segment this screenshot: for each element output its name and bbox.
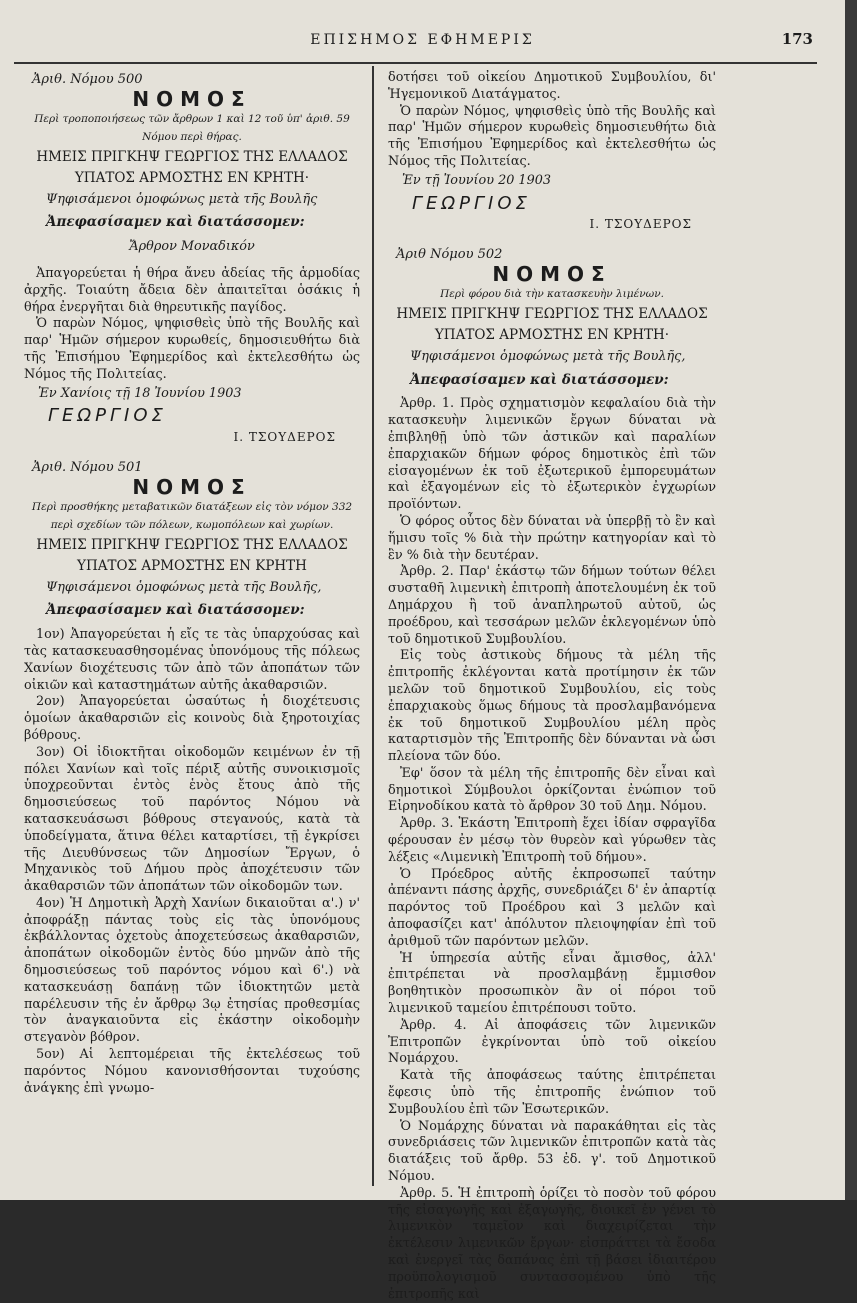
law-500-preamble-1: ΗΜΕΙΣ ΠΡΙΓΚΗΨ ΓΕΩΡΓΙΟΣ ΤΗΣ ΕΛΛΑΔΟΣ	[36, 148, 348, 165]
page-header	[0, 26, 845, 52]
law-501-subtitle-1: Περὶ προσθήκης μεταβατικῶν διατάξεων εἰς τὸν νόμον 332	[31, 500, 353, 513]
header-rule	[14, 62, 817, 64]
law-501-item-4: 4ον) Ἡ Δημοτικὴ Ἀρχὴ Χανίων δικαιοῦται α'.) ν' ἀποφράξῃ πάντας τοὺς εἰς τὰς ὑπονόμους ἐκβάλλοντας ὀχετοὺς ἀποχετεύσεως ἀκαθαρσιῶν, ἀποπάτων οἰκοδομῶν ἐντὸς δύο μηνῶν ἀπὸ τῆς δημοσιεύσεως τοῦ παρόντος νόμου καὶ 6'.) νὰ κατασκευάσῃ δαπάνῃ τῶν ἰδιοκτητῶν μετὰ παρέλευσιν τῆς ἐν ἄρθρῳ 3ῳ ἐτησίας προθεσμίας τὸν ἀναγκαιοῦντα εἰς ἑκάστην οἰκοδομὴν στεγανὸν βόθρον.	[24, 895, 360, 1046]
law-502-paragraph-9: Ἀρθρ. 4. Αἱ ἀποφάσεις τῶν λιμενικῶν Ἐπιτροπῶν ἐγκρίνονται ὑπὸ τοῦ οἰκείου Νομάρχου.	[388, 1017, 716, 1067]
law-501-number: Ἀριθ. Νόμου 501	[32, 459, 143, 475]
law-502-number: Ἀριθ Νόμου 502	[396, 247, 503, 263]
law-501-continuation: δοτήσει τοῦ οἰκείου Δημοτικοῦ Συμβουλίου, δι' Ἡγεμονικοῦ Διατάγματος.	[388, 70, 716, 102]
law-501-signature-minister: Ι. ΤΣΟΥΔΕΡΟΣ	[589, 217, 692, 232]
law-501-date: Ἐν τῇ Ἰουνίου 20 1903	[402, 172, 551, 188]
page-edge	[845, 0, 857, 1200]
law-501-item-5: 5ον) Αἱ λεπτομέρειαι τῆς ἐκτελέσεως τοῦ παρόντος Νόμου κανονισθήσονται τυχούσης ἀνάγκης ἐπὶ γνωμο-	[24, 1047, 360, 1096]
law-502-paragraph-4: Εἰς τοὺς ἀστικοὺς δήμους τὰ μέλη τῆς ἐπιτροπῆς ἐκλέγονται κατὰ προτίμησιν ἐκ τῶν μελῶν τοῦ δημοτικοῦ Συμβουλίου, εἰς τοὺς ἐπαρχιακοὺς ὅμως δήμους τὰ προσλαμβανόμενα ἐκ τοῦ δημοτικοῦ Συμβουλίου μέλη πρὸς καταρτισμὸν τῆς Ἐπιτροπῆς δὲν δύνανται νὰ ὦσι πλείονα τῶν δύο.	[388, 648, 716, 765]
law-500-decree-clause: Ἀπεφασίσαμεν καὶ διατάσσομεν:	[46, 214, 305, 231]
law-500-paragraph-2: Ὁ παρὼν Νόμος, ψηφισθεὶς ὑπὸ τῆς Βουλῆς καὶ παρ' Ἡμῶν σήμερον κυρωθείς, δημοσιευθήτω διὰ τῆς Ἐπισήμου Ἐφημερίδος καὶ ἐκτελεσθήτω ὡς Νόμος τῆς Πολιτείας.	[24, 316, 360, 382]
law-501-decree-clause: Ἀπεφασίσαμεν καὶ διατάσσομεν:	[46, 602, 305, 619]
law-501-item-3: 3ον) Οἱ ἰδιοκτῆται οἰκοδομῶν κειμένων ἐν τῇ πόλει Χανίων καὶ τοῖς πέριξ αὐτῆς συνοικισμοῖς ὑποχρεοῦνται ἐντὸς ἑνὸς ἔτους ἀπὸ τῆς δημοσιεύσεως τοῦ παρόντος Νόμου νὰ κατασκευάσωσι βόθρους στεγανούς, κατὰ τὰ ὑποδείγματα, ἅτινα θέλει καταρτίσει, τῇ ἐγκρίσει τῆς Διευθύνσεως τῶν Δημοσίων Ἔργων, ὁ Μηχανικὸς τοῦ Δήμου πρὸς ἀποχέτευσιν τῶν ἀκαθαρσιῶν τῶν ἀποπάτων τῶν οἰκοδομῶν των.	[24, 744, 360, 895]
law-501-voting-clause: Ψηφισάμενοι ὁμοφώνως μετὰ τῆς Βουλῆς,	[46, 579, 322, 595]
law-501-subtitle-2: περὶ σχεδίων τῶν πόλεων, κωμοπόλεων καὶ χωρίων.	[50, 518, 334, 531]
page-number: 173	[781, 30, 813, 48]
law-502-preamble-1: ΗΜΕΙΣ ΠΡΙΓΚΗΨ ΓΕΩΡΓΙΟΣ ΤΗΣ ΕΛΛΑΔΟΣ	[396, 305, 708, 322]
law-501-signature-prince: ΓΕΩΡΓΙΟΣ	[412, 192, 531, 214]
law-500-subtitle-1: Περὶ τροποποιήσεως τῶν ἄρθρων 1 καὶ 12 τοῦ ὑπ' ἀριθ. 59	[34, 112, 350, 125]
law-501-item-2: 2ον) Ἀπαγορεύεται ὡσαύτως ἡ διοχέτευσις ὁμοίων ἀκαθαρσιῶν εἰς κοινοὺς διὰ ξηροτοιχίας βόθρους.	[24, 694, 360, 743]
law-502-paragraph-5: Ἐφ' ὅσον τὰ μέλη τῆς ἐπιτροπῆς δὲν εἶναι καὶ δημοτικοὶ Σύμβουλοι ὁρκίζονται ἐνώπιον τοῦ Εἰρηνοδίκου κατὰ τὸ ἄρθρον 30 τοῦ Δημ. Νόμου.	[388, 765, 716, 815]
law-500-signature-prince: ΓΕΩΡΓΙΟΣ	[48, 405, 167, 427]
law-502-decree-clause: Ἀπεφασίσαμεν καὶ διατάσσομεν:	[410, 371, 669, 388]
law-500-title: ΝΟΜΟΣ	[132, 86, 252, 111]
law-500-signature-minister: Ι. ΤΣΟΥΔΕΡΟΣ	[233, 430, 336, 445]
gazette-title: ΕΠΙΣΗΜΟΣ ΕΦΗΜΕΡΙΣ	[310, 32, 535, 48]
law-500-paragraph-1: Ἀπαγορεύεται ἡ θήρα ἄνευ ἀδείας τῆς ἁρμοδίας ἀρχῆς. Τοιαύτη ἄδεια δὲν ἀπαιτεῖται ὁσάκις ἡ θήρα ἐνεργῆται διὰ θηρευτικῆς παγίδος.	[24, 265, 360, 315]
law-501-enactment: Ὁ παρὼν Νόμος, ψηφισθεὶς ὑπὸ τῆς Βουλῆς καὶ παρ' Ἡμῶν σήμερον κυρωθεὶς δημοσιευθήτω διὰ τῆς Ἐπισήμου Ἐφημερίδος καὶ ἐκτελεσθήτω ὡς Νόμος τῆς Πολιτείας.	[388, 103, 716, 169]
law-501-title: ΝΟΜΟΣ	[132, 474, 252, 499]
law-502-paragraph-10: Κατὰ τῆς ἀποφάσεως ταύτης ἐπιτρέπεται ἔφεσις ὑπὸ τῆς ἐπιτροπῆς ἐνώπιον τοῦ Συμβουλίου ἐπὶ τῶν Ἐσωτερικῶν.	[388, 1068, 716, 1117]
law-502-paragraph-2: Ὁ φόρος οὗτος δὲν δύναται νὰ ὑπερβῇ τὸ ἓν καὶ ἥμισυ τοῖς % διὰ τὴν πρώτην κατηγορίαν καὶ τὸ ἓν % διὰ τὴν δευτέραν.	[388, 513, 716, 563]
law-502-subtitle: Περὶ φόρου διὰ τὴν κατασκευὴν λιμένων.	[440, 287, 664, 300]
law-502-paragraph-8: Ἡ ὑπηρεσία αὐτῆς εἶναι ἄμισθος, ἀλλ' ἐπιτρέπεται νὰ προσλαμβάνῃ ἔμμισθον βοηθητικὸν προσωπικὸν ἂν οἱ πόροι τοῦ λιμενικοῦ ταμείου ἐπιτρέπουσι τοῦτο.	[388, 950, 716, 1017]
left-column	[24, 70, 360, 1097]
right-column	[388, 70, 716, 1303]
law-502-preamble-2: ΥΠΑΤΟΣ ΑΡΜΟΣΤΗΣ ΕΝ ΚΡΗΤΗ·	[434, 326, 670, 343]
law-502-title: ΝΟΜΟΣ	[492, 261, 612, 286]
law-500-article-heading: Ἄρθρον Μοναδικόν	[129, 239, 255, 255]
law-502-voting-clause: Ψηφισάμενοι ὁμοφώνως μετὰ τῆς Βουλῆς,	[410, 348, 686, 364]
law-500-subtitle-2: Νόμου περὶ θήρας.	[142, 130, 242, 143]
law-500-preamble-2: ΥΠΑΤΟΣ ΑΡΜΟΣΤΗΣ ΕΝ ΚΡΗΤΗ·	[74, 169, 310, 186]
column-divider	[372, 66, 374, 1186]
law-502-paragraph-7: Ὁ Πρόεδρος αὐτῆς ἐκπροσωπεῖ ταύτην ἀπέναντι πάσης ἀρχῆς, συνεδριάζει δ' ἐν ἀπαρτίᾳ παρόντος τοῦ Προέδρου καὶ 3 μελῶν καὶ ἀποφασίζει κατ' ἀπόλυτον πλειοψηφίαν ἐπὶ τοῦ ἀριθμοῦ τῶν παρόντων μελῶν.	[388, 866, 716, 949]
law-500-voting-clause: Ψηφισάμενοι ὁμοφώνως μετὰ τῆς Βουλῆς	[46, 191, 318, 207]
law-502-paragraph-11: Ὁ Νομάρχης δύναται νὰ παρακάθηται εἰς τὰς συνεδριάσεις τῶν λιμενικῶν ἐπιτροπῶν κατὰ τὰς διατάξεις τοῦ ἄρθρ. 53 ἐδ. γ'. τοῦ Δημοτικοῦ Νόμου.	[388, 1118, 716, 1185]
law-502-paragraph-12: Ἀρθρ. 5. Ἡ ἐπιτροπὴ ὁρίζει τὸ ποσὸν τοῦ φόρου τῆς εἰσαγωγῆς καὶ ἐξαγωγῆς, διοικεῖ ἐν γένει τὸ λιμενικὸν ταμεῖον καὶ διαχειρίζεται τὴν ἐκτέλεσιν λιμενικῶν ἔργων· εἰσπράττει τὰ ἔσοδα καὶ ἐνεργεῖ τὰς δαπάνας ἐπὶ τῇ βάσει ἰδιαιτέρου προϋπολογισμοῦ συντασσομένου ὑπὸ τῆς ἐπιτροπῆς καὶ	[388, 1185, 716, 1302]
law-502-paragraph-6: Ἀρθρ. 3. Ἑκάστη Ἐπιτροπὴ ἔχει ἰδίαν σφραγῖδα φέρουσαν ἐν μέσῳ τὸν θυρεὸν καὶ γύρωθεν τὰς λέξεις «Λιμενικὴ Ἐπιτροπὴ τοῦ δήμου».	[388, 816, 716, 865]
law-500-date: Ἐν Χανίοις τῇ 18 Ἰουνίου 1903	[38, 385, 242, 401]
law-502-paragraph-3: Ἀρθρ. 2. Παρ' ἑκάστῳ τῶν δήμων τούτων θέλει συσταθῆ λιμενικὴ ἐπιτροπὴ ἀποτελουμένη ἐκ τοῦ Δημάρχου ἢ τοῦ ἀναπληρωτοῦ αὐτοῦ, ὡς προέδρου, καὶ τεσσάρων μελῶν ἐκλεγομένων ὑπὸ τοῦ δημοτικοῦ Συμβουλίου.	[388, 564, 716, 647]
law-501-preamble-1: ΗΜΕΙΣ ΠΡΙΓΚΗΨ ΓΕΩΡΓΙΟΣ ΤΗΣ ΕΛΛΑΔΟΣ	[36, 536, 348, 553]
law-502-paragraph-1: Ἀρθρ. 1. Πρὸς σχηματισμὸν κεφαλαίου διὰ τὴν κατασκευὴν λιμενικῶν ἔργων δύναται νὰ ἐπιβληθῇ ὑπὸ τῶν ἀστικῶν καὶ παραλίων ἐπαρχιακῶν δήμων φόρος δημοτικὸς ἐπὶ τῶν εἰσαγομένων ἐκ τοῦ ἐξωτερικοῦ ἐμπορευμάτων καὶ ἐξαγομένων εἰς τὸ ἐξωτερικὸν ἐγχωρίων προϊόντων.	[388, 396, 716, 513]
law-500-number: Ἀριθ. Νόμου 500	[32, 72, 143, 87]
law-501-item-1: 1ον) Ἀπαγορεύεται ἡ εἴς τε τὰς ὑπαρχούσας καὶ τὰς κατασκευασθησομένας ὑπονόμους τῆς πόλεως Χανίων διοχέτευσις τῶν ἀπὸ τῶν ἀποπάτων τῶν οἰκιῶν καὶ καταστημάτων αὐτῆς ἀκαθαρσιῶν.	[24, 627, 360, 693]
law-501-preamble-2: ΥΠΑΤΟΣ ΑΡΜΟΣΤΗΣ ΕΝ ΚΡΗΤΗ	[77, 557, 307, 574]
